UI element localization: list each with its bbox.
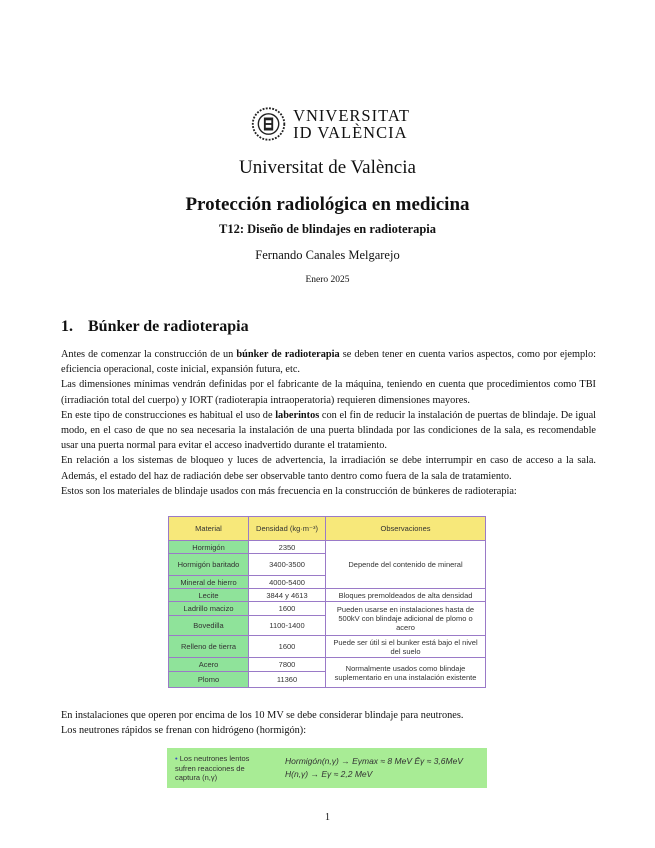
density-cell: 1100-1400 xyxy=(249,616,326,636)
observation-cell: Puede ser útil si el bunker está bajo el nivel del suelo xyxy=(326,636,486,658)
material-cell: Hormigón baritado xyxy=(169,554,249,576)
observation-cell: Pueden usarse en instalaciones hasta de 500kV con blindaje adicional de plomo o acero xyxy=(326,602,486,636)
university-name: Universitat de València xyxy=(239,157,416,178)
material-cell: Hormigón xyxy=(169,541,249,554)
material-cell: Acero xyxy=(169,658,249,672)
document-title: Protección radiológica en medicina xyxy=(185,194,470,215)
paragraph: En instalaciones que operen por encima de los 10 MV se debe considerar blindaje para neutrones. xyxy=(61,710,464,721)
capture-note xyxy=(175,754,270,783)
document-subtitle: T12: Diseño de blindajes en radioterapia xyxy=(218,222,437,236)
material-cell: Mineral de hierro xyxy=(169,576,249,589)
column-header: Material xyxy=(169,517,249,541)
page-number: 1 xyxy=(325,812,330,823)
bullet-icon: • xyxy=(175,754,178,763)
material-cell: Ladrillo macizo xyxy=(169,602,249,616)
observation-cell: Normalmente usados como blindaje suplementario en una instalación existente xyxy=(326,658,486,688)
paragraph: En relación a los sistemas de bloqueo y luces de advertencia, la irradiación se debe interrumpir en caso de acceso a la sala. Además, el estado del haz de radiación debe ser observable tanto dentro como fuera de la sala de tratamiento. xyxy=(61,455,596,482)
logo-text-line1: VNIVERSITAT xyxy=(293,106,410,125)
table-row xyxy=(169,602,486,616)
paragraph: Los neutrones rápidos se frenan con hidrógeno (hormigón): xyxy=(61,725,307,737)
section-number: 1. xyxy=(61,318,73,335)
density-cell: 2350 xyxy=(249,541,326,554)
table-row xyxy=(169,636,486,658)
university-logo xyxy=(250,104,410,144)
paragraph: Estos son los materiales de blindaje usados con más frecuencia en la construcción de búnkeres de radioterapia: xyxy=(61,485,517,497)
shielding-materials-table xyxy=(168,516,486,688)
density-cell: 1600 xyxy=(249,636,326,658)
paragraph: Antes de comenzar la construcción de un búnker de radioterapia se deben tener en cuenta varios aspectos, como por ejemplo: eficiencia operacional, coste inicial, expansión futura, etc. xyxy=(61,349,596,376)
material-cell: Plomo xyxy=(169,672,249,688)
university-seal-icon xyxy=(250,104,287,144)
paragraph: En este tipo de construcciones es habitual el uso de laberintos con el fin de reducir la instalación de puertas de blindaje. De igual modo, en el caso de que no sea necesaria la instalación de una puerta blindada por las condiciones de la sala, es recomendable usar una puerta normal para evitar el acceso inadvertido durante el tratamiento. xyxy=(61,409,596,452)
material-cell: Lecite xyxy=(169,589,249,602)
section-heading xyxy=(61,318,249,336)
capture-equations xyxy=(285,755,485,781)
density-cell: 11360 xyxy=(249,672,326,688)
density-cell: 1600 xyxy=(249,602,326,616)
density-cell: 7800 xyxy=(249,658,326,672)
table-header-row xyxy=(169,517,486,541)
paragraph: Las dimensiones mínimas vendrán definidas por el fabricante de la máquina, teniendo en cuenta que procedimientos como TBI (irradiación total del cuerpo) y IORT (radioterapia intraoperatoria) requieren dimensiones mayores. xyxy=(61,379,596,406)
equation-hydrogen: H(n,γ) → Eγ ≈ 2,2 MeV xyxy=(285,769,373,779)
table-row xyxy=(169,541,486,554)
logo-text-line2: ID VALÈNCIA xyxy=(293,123,408,142)
table-row xyxy=(169,589,486,602)
section-title: Búnker de radioterapia xyxy=(88,318,249,335)
column-header: Densidad (kg·m⁻³) xyxy=(249,517,326,541)
neutron-text xyxy=(61,708,596,738)
document-date: Enero 2025 xyxy=(305,275,350,285)
neutron-capture-box xyxy=(167,748,487,788)
material-cell: Relleno de tierra xyxy=(169,636,249,658)
table-row xyxy=(169,658,486,672)
observation-cell: Depende del contenido de mineral xyxy=(326,541,486,589)
column-header: Observaciones xyxy=(326,517,486,541)
density-cell: 3400-3500 xyxy=(249,554,326,576)
capture-note-text: Los neutrones lentos sufren reacciones de captura (n,γ) xyxy=(175,754,250,782)
density-cell: 3844 y 4613 xyxy=(249,589,326,602)
document-author: Fernando Canales Melgarejo xyxy=(255,248,400,262)
equation-concrete: Hormigón(n,γ) → Eγmax ≈ 8 MeV Ēγ ≈ 3,6MeV xyxy=(285,756,463,766)
intro-text xyxy=(61,347,596,499)
density-cell: 4000-5400 xyxy=(249,576,326,589)
observation-cell: Bloques premoldeados de alta densidad xyxy=(326,589,486,602)
material-cell: Bovedilla xyxy=(169,616,249,636)
